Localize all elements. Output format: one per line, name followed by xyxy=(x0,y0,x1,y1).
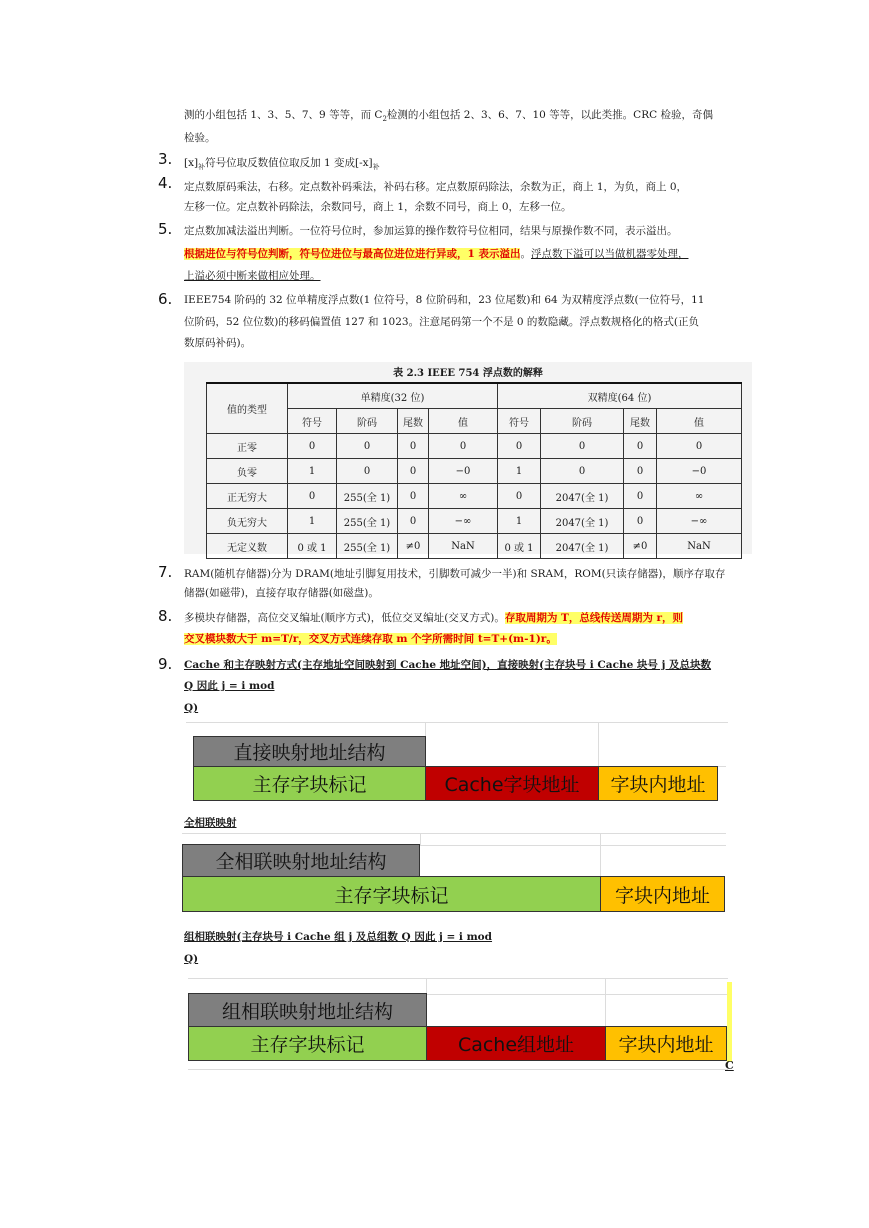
table-cell: 0 xyxy=(398,484,429,509)
table-cell: 0 xyxy=(657,434,742,459)
table-cell: ≠0 xyxy=(624,534,657,559)
full-assoc-tag-field: 主存字块标记 xyxy=(182,876,601,912)
item-7-line-2: 储器(如磁带)，直接存取存储器(如磁盘)。 xyxy=(184,587,379,599)
item-3-text: $[x]_补$符号位取反数值位取反加 1 变成$[-x]_补$ xyxy=(184,157,380,172)
intro-line-2: 检验。 xyxy=(184,132,216,144)
table-cell: 0 xyxy=(624,509,657,534)
interleave-highlight-2: 交叉模块数大于 m=T/r，交叉方式连续存取 m 个字所需时间 t=T+(m-1)r。 xyxy=(184,633,557,645)
sub-header: 阶码 xyxy=(337,409,398,434)
item-5-line-2: 根据进位与符号位判断，符号位进位与最高位进位进行异或，1 表示溢出。浮点数下溢可以当做机器零处理， xyxy=(184,248,689,260)
table-cell: NaN xyxy=(429,534,498,559)
sub-header: 符号 xyxy=(498,409,541,434)
table-cell: ≠0 xyxy=(398,534,429,559)
full-assoc-offset-field: 字块内地址 xyxy=(600,876,725,912)
item-6-line-2: 位阶码，52 位位数)的移码偏置值 127 和 1023。注意尾码第一个不是 0 的数隐藏。浮点数规格化的格式(正负 xyxy=(184,316,700,328)
item-7-line-1: RAM(随机存储器)分为 DRAM(地址引脚复用技术，引脚数可减少一半)和 SRAM，ROM(只读存储器)，顺序存取存 xyxy=(184,568,726,580)
col-value-type: 值的类型 xyxy=(207,383,288,434)
row-label: 负零 xyxy=(207,459,288,484)
table-cell: 0 xyxy=(624,459,657,484)
ieee-table-row xyxy=(207,509,742,534)
row-label: 正零 xyxy=(207,434,288,459)
sub-header: 值 xyxy=(429,409,498,434)
direct-cache-block-field: Cache字块地址 xyxy=(425,766,599,801)
item-4-number: 4. xyxy=(158,174,173,192)
grid-line xyxy=(425,722,426,736)
item-4-line-2: 左移一位。定点数补码除法，余数同号，商上 1，余数不同号，商上 0，左移一位。 xyxy=(184,201,572,213)
grid-line xyxy=(420,845,726,846)
full-assoc-heading: 全相联映射 xyxy=(184,817,237,829)
table-cell: 0 xyxy=(541,459,624,484)
set-assoc-offset-field: 字块内地址 xyxy=(605,1026,727,1061)
grid-line xyxy=(188,978,728,979)
grid-line xyxy=(605,978,606,1026)
item-9-line-1: Cache 和主存映射方式(主存地址空间映射到 Cache 地址空间)，直接映射(主存块号 i Cache 块号 j 及总块数 xyxy=(184,659,712,671)
item-8-line-2 xyxy=(184,628,557,651)
table-cell: 1 xyxy=(498,459,541,484)
intro-line-1: 测的小组包括 1、3、5、7、9 等等，而 $C_2$检测的小组包括 2、3、6、7、10 等等，以此类推。CRC 检验，奇偶 xyxy=(184,109,713,124)
table-cell: 0 xyxy=(398,509,429,534)
table-cell: 2047(全 1) xyxy=(541,534,624,559)
table-cell: 0 xyxy=(288,434,337,459)
table-cell: 0 xyxy=(337,434,398,459)
set-assoc-heading-line-2: Q) xyxy=(184,953,199,965)
table-cell: 255(全 1) xyxy=(337,534,398,559)
sub-header: 阶码 xyxy=(541,409,624,434)
item-5-line-3: 上溢必须中断来做相应处理。 xyxy=(184,270,321,282)
table-cell: 2047(全 1) xyxy=(541,484,624,509)
item-9-number: 9. xyxy=(158,655,173,673)
grid-line xyxy=(182,833,726,834)
set-assoc-set-field: Cache组地址 xyxy=(426,1026,606,1061)
table-cell: −∞ xyxy=(657,509,742,534)
item-5-line-1: 定点数加减法溢出判断。一位符号位时，参加运算的操作数符号位相同，结果与原操作数不同，表示溢出。 xyxy=(184,225,678,237)
table-cell: 0 xyxy=(498,484,541,509)
table-cell: 0 xyxy=(498,434,541,459)
ieee754-table xyxy=(206,382,742,559)
table-cell: NaN xyxy=(657,534,742,559)
table-cell: 0 xyxy=(398,434,429,459)
grid-line xyxy=(186,722,728,723)
row-label: 无定义数 xyxy=(207,534,288,559)
interleave-highlight-1: 存取周期为 T，总线传送周期为 r，则 xyxy=(504,612,684,624)
sub-header: 符号 xyxy=(288,409,337,434)
direct-mapping-title: 直接映射地址结构 xyxy=(193,736,426,767)
set-assoc-title: 组相联映射地址结构 xyxy=(188,993,427,1027)
table-cell: 1 xyxy=(288,509,337,534)
item-6-line-1: IEEE754 阶码的 32 位单精度浮点数(1 位符号，8 位阶码和，23 位尾数)和 64 为双精度浮点数(一位符号，11 xyxy=(184,294,705,306)
table-cell: 0 或 1 xyxy=(288,534,337,559)
sub-header: 尾数 xyxy=(624,409,657,434)
table-cell: −∞ xyxy=(429,509,498,534)
overflow-highlight: 根据进位与符号位判断，符号位进位与最高位进位进行异或，1 表示溢出 xyxy=(184,248,521,260)
highlight-strip xyxy=(727,982,732,1062)
ieee-table-row xyxy=(207,484,742,509)
grid-line xyxy=(598,736,599,766)
item-8-line-1: 多模块存储器，高位交叉编址(顺序方式)，低位交叉编址(交叉方式)。存取周期为 T，总线传送周期为 r，则 xyxy=(184,612,684,624)
item-5-number: 5. xyxy=(158,220,173,238)
ieee754-table-title: 表 2.3 IEEE 754 浮点数的解释 xyxy=(393,368,543,379)
table-cell: 1 xyxy=(288,459,337,484)
set-assoc-tag-field: 主存字块标记 xyxy=(188,1026,427,1061)
item-6-number: 6. xyxy=(158,290,173,308)
sub-header: 值 xyxy=(657,409,742,434)
item-9-line-3: Q) xyxy=(184,702,199,714)
table-cell: 255(全 1) xyxy=(337,509,398,534)
table-cell: 0 xyxy=(624,434,657,459)
table-cell: 2047(全 1) xyxy=(541,509,624,534)
item-4-line-1: 定点数原码乘法，右移。定点数补码乘法，补码右移。定点数原码除法，余数为正，商上 1，为负，商上 0， xyxy=(184,181,688,193)
table-cell: 255(全 1) xyxy=(337,484,398,509)
item-7-number: 7. xyxy=(158,563,173,581)
item-6-line-3: 数原码补码)。 xyxy=(184,337,252,349)
table-cell: 0 xyxy=(398,459,429,484)
table-cell: 0 xyxy=(624,484,657,509)
direct-tag-field: 主存字块标记 xyxy=(193,766,426,801)
col-single: 单精度(32 位) xyxy=(288,383,498,409)
grid-line xyxy=(600,833,601,877)
sub-header: 尾数 xyxy=(398,409,429,434)
item-9-line-2: Q 因此 j = i mod xyxy=(184,680,275,692)
full-assoc-title: 全相联映射地址结构 xyxy=(182,844,420,877)
ieee754-table-scan xyxy=(184,362,752,554)
table-cell: ∞ xyxy=(657,484,742,509)
table-cell: 1 xyxy=(498,509,541,534)
table-cell: 0 xyxy=(541,434,624,459)
ieee-table-row xyxy=(207,534,742,559)
grid-line xyxy=(420,833,421,845)
table-cell: 0 xyxy=(288,484,337,509)
stray-character: C xyxy=(725,1059,734,1072)
col-double: 双精度(64 位) xyxy=(498,383,742,409)
table-cell: −0 xyxy=(429,459,498,484)
direct-offset-field: 字块内地址 xyxy=(598,766,718,801)
set-assoc-heading-line-1: 组相联映射(主存块号 i Cache 组 j 及总组数 Q 因此 j = i mod xyxy=(184,931,493,943)
grid-line xyxy=(188,1069,728,1070)
ieee-table-row xyxy=(207,434,742,459)
table-cell: 0 xyxy=(337,459,398,484)
grid-line xyxy=(426,994,728,995)
table-cell: −0 xyxy=(657,459,742,484)
ieee-table-row xyxy=(207,459,742,484)
table-cell: 0 或 1 xyxy=(498,534,541,559)
grid-line xyxy=(426,978,427,994)
grid-line xyxy=(598,722,599,736)
table-cell: ∞ xyxy=(429,484,498,509)
item-3-number: 3. xyxy=(158,150,173,168)
item-8-number: 8. xyxy=(158,607,173,625)
row-label: 负无穷大 xyxy=(207,509,288,534)
table-cell: 0 xyxy=(429,434,498,459)
row-label: 正无穷大 xyxy=(207,484,288,509)
